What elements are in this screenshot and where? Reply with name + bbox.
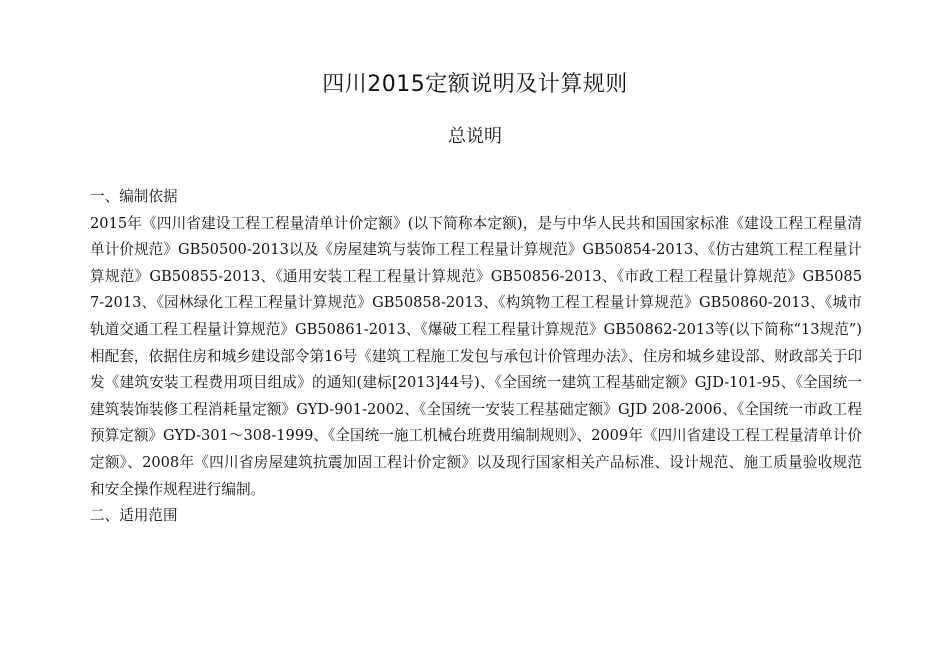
document-title: 四川2015定额说明及计算规则 xyxy=(322,72,628,97)
section-heading-scope: 二、适用范围 xyxy=(90,507,178,525)
section-paragraph-basis: 2015年《四川省建设工程工程量清单计价定额》(以下简称本定额)，是与中华人民共和国国家标准《建设工程工程量清单计价规范》GB50500-2013以及《房屋建筑与装饰工程工程量计算规范》GB50854-2013、《仿古建筑工程工程量计算规范》GB50855-2013、《通用安装工程工程量计算规范》GB50856-2013、《市政工程工程量计算规范》GB50857-2013、《园林绿化工程工程量计算规范》GB50858-2013、《构筑物工程工程量计算规范》GB50860-2013、《城市轨道交通工程工程量计算规范》GB50861-2013、《爆破工程工程量计算规范》GB50862-2013等(以下简称“13规范”)相配套，依据住房和城乡建设部令第16号《建筑工程施工发包与承包计价管理办法》、住房和城乡建设部、财政部关于印发《建筑安装工程费用项目组成》的通知(建标[2013]44号)、《全国统一建筑工程基础定额》GJD-101-95、《全国统一建筑装饰装修工程消耗量定额》GYD-901-2002、《全国统一安装工程基础定额》GJD 208-2006、《全国统一市政工程预算定额》GYD-301～308-1999、《全国统一施工机械台班费用编制规则》、2009年《四川省建设工程工程量清单计价定额》、2008年《四川省房屋建筑抗震加固工程计价定额》以及现行国家相关产品标准、设计规范、施工质量验收规范和安全操作规程进行编制。 xyxy=(90,214,862,498)
document-subtitle: 总说明 xyxy=(448,126,502,147)
section-heading-basis: 一、编制依据 xyxy=(90,188,178,205)
document-body xyxy=(90,184,862,530)
